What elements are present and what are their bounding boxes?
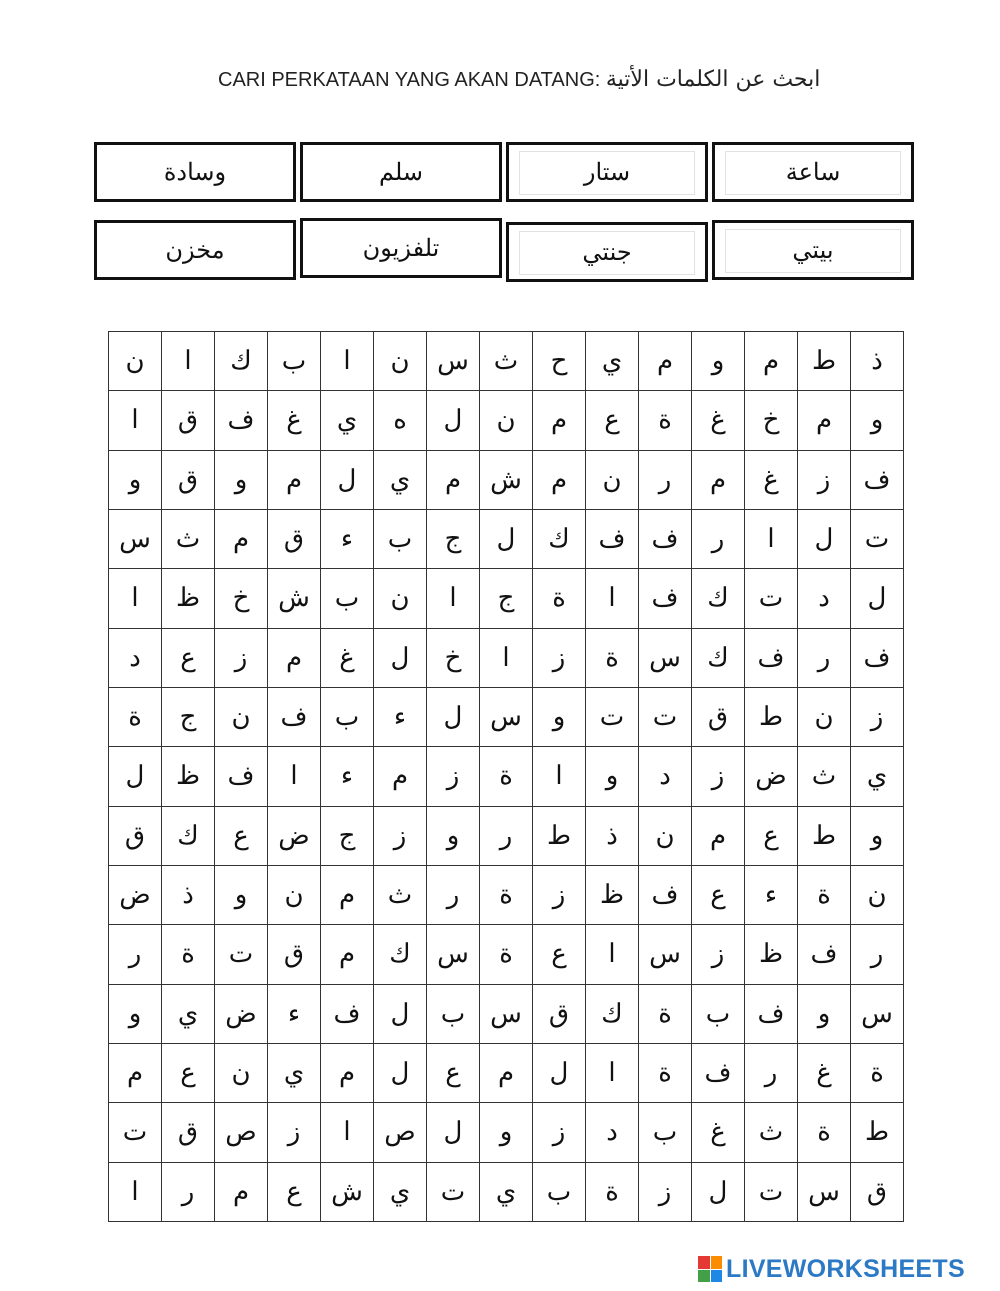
grid-cell[interactable]: م <box>321 1043 374 1102</box>
grid-cell[interactable]: د <box>639 747 692 806</box>
word-box[interactable]: ستار <box>506 142 708 202</box>
grid-cell[interactable]: و <box>427 806 480 865</box>
grid-cell[interactable]: ل <box>374 984 427 1043</box>
grid-cell[interactable]: ء <box>321 747 374 806</box>
grid-cell[interactable]: ج <box>427 509 480 568</box>
grid-cell[interactable]: ا <box>586 925 639 984</box>
grid-cell[interactable]: ز <box>427 747 480 806</box>
grid-cell[interactable]: م <box>427 450 480 509</box>
grid-row <box>109 806 904 865</box>
grid-cell[interactable]: ن <box>215 1043 268 1102</box>
grid-cell[interactable]: ك <box>692 628 745 687</box>
grid-cell[interactable]: ج <box>480 569 533 628</box>
grid-cell[interactable]: م <box>533 391 586 450</box>
grid-cell[interactable]: ة <box>798 1103 851 1162</box>
grid-cell[interactable]: ق <box>109 806 162 865</box>
grid-cell[interactable]: ل <box>692 1162 745 1221</box>
grid-cell[interactable]: ف <box>639 509 692 568</box>
grid-cell[interactable]: ا <box>745 509 798 568</box>
grid-cell[interactable]: ل <box>374 1043 427 1102</box>
grid-cell[interactable]: ع <box>533 925 586 984</box>
grid-cell[interactable]: س <box>851 984 904 1043</box>
grid-cell[interactable]: غ <box>692 1103 745 1162</box>
grid-cell[interactable]: ا <box>109 569 162 628</box>
grid-cell[interactable]: ع <box>215 806 268 865</box>
instruction-arabic: ابحث عن الكلمات الأتية <box>605 67 821 92</box>
grid-cell[interactable]: ر <box>639 450 692 509</box>
grid-cell[interactable]: ك <box>162 806 215 865</box>
grid-cell[interactable]: د <box>586 1103 639 1162</box>
word-list-table <box>94 142 918 284</box>
grid-cell[interactable]: ا <box>321 1103 374 1162</box>
grid-cell[interactable]: ء <box>321 509 374 568</box>
grid-cell[interactable]: ب <box>268 332 321 391</box>
grid-cell[interactable]: ز <box>692 925 745 984</box>
grid-cell[interactable]: ط <box>533 806 586 865</box>
grid-cell[interactable]: ت <box>745 569 798 628</box>
grid-row <box>109 1162 904 1221</box>
grid-cell[interactable]: ي <box>321 391 374 450</box>
grid-cell[interactable]: ة <box>480 747 533 806</box>
grid-cell[interactable]: ب <box>533 1162 586 1221</box>
grid-cell[interactable]: م <box>321 865 374 924</box>
grid-row <box>109 865 904 924</box>
word-box[interactable]: بيتي <box>712 220 914 280</box>
grid-cell[interactable]: ن <box>374 332 427 391</box>
grid-row <box>109 569 904 628</box>
grid-cell[interactable]: ع <box>162 628 215 687</box>
grid-cell[interactable]: ش <box>321 1162 374 1221</box>
grid-cell[interactable]: ش <box>268 569 321 628</box>
grid-cell[interactable]: ر <box>745 1043 798 1102</box>
instruction-malay: CARI PERKATAAN YANG AKAN DATANG: <box>218 69 601 91</box>
grid-cell[interactable]: ي <box>480 1162 533 1221</box>
grid-cell[interactable]: ز <box>533 865 586 924</box>
word-box[interactable]: جنتي <box>506 222 708 282</box>
grid-cell[interactable]: س <box>639 628 692 687</box>
grid-cell[interactable]: ق <box>692 687 745 746</box>
grid-cell[interactable]: ا <box>321 332 374 391</box>
grid-cell[interactable]: غ <box>692 391 745 450</box>
grid-cell[interactable]: م <box>268 628 321 687</box>
grid-cell[interactable]: ر <box>427 865 480 924</box>
grid-cell[interactable]: ط <box>798 806 851 865</box>
grid-cell[interactable]: ي <box>374 1162 427 1221</box>
word-box[interactable]: ساعة <box>712 142 914 202</box>
grid-cell[interactable]: ن <box>215 687 268 746</box>
grid-cell[interactable]: م <box>215 1162 268 1221</box>
grid-cell[interactable]: ف <box>798 925 851 984</box>
grid-cell[interactable]: ظ <box>162 747 215 806</box>
grid-cell[interactable]: ن <box>374 569 427 628</box>
grid-cell[interactable]: ب <box>321 569 374 628</box>
grid-cell[interactable]: ف <box>639 569 692 628</box>
grid-cell[interactable]: م <box>533 450 586 509</box>
grid-cell[interactable]: ك <box>215 332 268 391</box>
grid-cell[interactable]: ق <box>851 1162 904 1221</box>
grid-cell[interactable]: ج <box>162 687 215 746</box>
grid-cell[interactable]: ة <box>639 1043 692 1102</box>
grid-cell[interactable]: ث <box>798 747 851 806</box>
grid-cell[interactable]: ل <box>851 569 904 628</box>
grid-cell[interactable]: ط <box>745 687 798 746</box>
grid-cell[interactable]: ن <box>851 865 904 924</box>
grid-cell[interactable]: ء <box>268 984 321 1043</box>
grid-cell[interactable]: ن <box>268 865 321 924</box>
grid-cell[interactable]: ز <box>851 687 904 746</box>
grid-cell[interactable]: ض <box>109 865 162 924</box>
grid-cell[interactable]: ن <box>109 332 162 391</box>
grid-cell[interactable]: ا <box>268 747 321 806</box>
word-box[interactable]: وسادة <box>94 142 296 202</box>
liveworksheets-logo <box>698 1254 965 1284</box>
grid-cell[interactable]: ر <box>851 925 904 984</box>
grid-cell[interactable]: ف <box>321 984 374 1043</box>
grid-cell[interactable]: غ <box>321 628 374 687</box>
grid-cell[interactable]: د <box>798 569 851 628</box>
grid-cell[interactable]: ث <box>374 865 427 924</box>
grid-cell[interactable]: ق <box>162 450 215 509</box>
grid-cell[interactable]: خ <box>745 391 798 450</box>
grid-cell[interactable]: ف <box>215 747 268 806</box>
grid-cell[interactable]: ث <box>162 509 215 568</box>
grid-row <box>109 391 904 450</box>
grid-cell[interactable]: م <box>798 391 851 450</box>
grid-cell[interactable]: ض <box>745 747 798 806</box>
grid-cell[interactable]: ع <box>268 1162 321 1221</box>
word-box[interactable]: تلفزيون <box>300 218 502 278</box>
grid-cell[interactable]: ة <box>109 687 162 746</box>
grid-cell[interactable]: ت <box>215 925 268 984</box>
grid-cell[interactable]: ب <box>639 1103 692 1162</box>
grid-cell[interactable]: م <box>692 450 745 509</box>
grid-cell[interactable]: ا <box>586 569 639 628</box>
grid-cell[interactable]: ي <box>851 747 904 806</box>
grid-cell[interactable]: و <box>109 984 162 1043</box>
grid-cell[interactable]: ه <box>374 391 427 450</box>
grid-cell[interactable]: ض <box>215 984 268 1043</box>
grid-cell[interactable]: ط <box>851 1103 904 1162</box>
grid-cell[interactable]: ظ <box>745 925 798 984</box>
grid-cell[interactable]: ي <box>374 450 427 509</box>
grid-cell[interactable]: ظ <box>586 865 639 924</box>
grid-cell[interactable]: ذ <box>851 332 904 391</box>
grid-cell[interactable]: ن <box>639 806 692 865</box>
grid-cell[interactable]: س <box>639 925 692 984</box>
grid-cell[interactable]: ن <box>798 687 851 746</box>
grid-cell[interactable]: ق <box>268 509 321 568</box>
grid-cell[interactable]: ر <box>480 806 533 865</box>
grid-cell[interactable]: غ <box>798 1043 851 1102</box>
grid-cell[interactable]: و <box>851 391 904 450</box>
grid-cell[interactable]: ظ <box>162 569 215 628</box>
grid-row <box>109 687 904 746</box>
grid-cell[interactable]: ع <box>427 1043 480 1102</box>
grid-cell[interactable]: ر <box>692 509 745 568</box>
grid-cell[interactable]: ز <box>692 747 745 806</box>
grid-cell[interactable]: ت <box>427 1162 480 1221</box>
grid-cell[interactable]: س <box>427 332 480 391</box>
grid-cell[interactable]: س <box>480 687 533 746</box>
grid-cell[interactable]: ذ <box>586 806 639 865</box>
grid-cell[interactable]: ث <box>745 1103 798 1162</box>
grid-cell[interactable]: س <box>480 984 533 1043</box>
grid-cell[interactable]: ع <box>745 806 798 865</box>
grid-row <box>109 1103 904 1162</box>
grid-cell[interactable]: ا <box>480 628 533 687</box>
grid-cell[interactable]: ت <box>586 687 639 746</box>
grid-cell[interactable]: ل <box>427 391 480 450</box>
grid-cell[interactable]: ة <box>586 1162 639 1221</box>
grid-cell[interactable]: ذ <box>162 865 215 924</box>
grid-cell[interactable]: و <box>533 687 586 746</box>
grid-cell[interactable]: ة <box>639 391 692 450</box>
grid-cell[interactable]: ز <box>268 1103 321 1162</box>
grid-cell[interactable]: ف <box>851 628 904 687</box>
grid-cell[interactable]: ا <box>109 391 162 450</box>
grid-cell[interactable]: م <box>639 332 692 391</box>
grid-cell[interactable]: ة <box>798 865 851 924</box>
grid-cell[interactable]: ز <box>639 1162 692 1221</box>
grid-cell[interactable]: ص <box>215 1103 268 1162</box>
logo-badge-icon <box>698 1256 722 1282</box>
grid-cell[interactable]: ف <box>268 687 321 746</box>
grid-cell[interactable]: ب <box>427 984 480 1043</box>
grid-cell[interactable]: ة <box>480 925 533 984</box>
grid-cell[interactable]: م <box>109 1043 162 1102</box>
grid-cell[interactable]: و <box>215 450 268 509</box>
grid-cell[interactable]: ق <box>268 925 321 984</box>
grid-cell[interactable]: ز <box>533 1103 586 1162</box>
grid-cell[interactable]: ب <box>321 687 374 746</box>
grid-cell[interactable]: ة <box>639 984 692 1043</box>
grid-cell[interactable]: ل <box>533 1043 586 1102</box>
grid-row <box>109 1043 904 1102</box>
grid-cell[interactable]: ل <box>321 450 374 509</box>
grid-cell[interactable]: ا <box>586 1043 639 1102</box>
word-box[interactable]: سلم <box>300 142 502 202</box>
grid-cell[interactable]: ب <box>692 984 745 1043</box>
grid-cell[interactable]: ك <box>374 925 427 984</box>
word-box[interactable]: مخزن <box>94 220 296 280</box>
grid-cell[interactable]: و <box>215 865 268 924</box>
grid-cell[interactable]: ر <box>109 925 162 984</box>
grid-row <box>109 509 904 568</box>
grid-cell[interactable]: ز <box>374 806 427 865</box>
grid-row <box>109 747 904 806</box>
grid-cell[interactable]: ا <box>109 1162 162 1221</box>
grid-cell[interactable]: ت <box>639 687 692 746</box>
grid-cell[interactable]: ا <box>162 332 215 391</box>
grid-cell[interactable]: ر <box>798 628 851 687</box>
grid-cell[interactable]: ل <box>798 509 851 568</box>
grid-cell[interactable]: ا <box>533 747 586 806</box>
grid-cell[interactable]: ل <box>374 628 427 687</box>
grid-row <box>109 984 904 1043</box>
grid-cell[interactable]: ز <box>215 628 268 687</box>
grid-cell[interactable]: م <box>745 332 798 391</box>
grid-row <box>109 925 904 984</box>
grid-cell[interactable]: ء <box>374 687 427 746</box>
grid-cell[interactable]: ك <box>692 569 745 628</box>
grid-cell[interactable]: ز <box>533 628 586 687</box>
grid-cell[interactable]: خ <box>427 628 480 687</box>
logo-text: LIVEWORKSHEETS <box>726 1254 965 1283</box>
grid-cell[interactable]: ف <box>745 984 798 1043</box>
grid-cell[interactable]: ط <box>798 332 851 391</box>
grid-cell[interactable]: ض <box>268 806 321 865</box>
letter-grid <box>108 331 904 1222</box>
grid-cell[interactable]: ف <box>745 628 798 687</box>
grid-cell[interactable]: ع <box>162 1043 215 1102</box>
grid-cell[interactable]: ق <box>162 391 215 450</box>
grid-cell[interactable]: م <box>268 450 321 509</box>
grid-cell[interactable]: ي <box>162 984 215 1043</box>
grid-cell[interactable]: ث <box>480 332 533 391</box>
grid-cell[interactable]: ش <box>480 450 533 509</box>
grid-cell[interactable]: و <box>109 450 162 509</box>
grid-cell[interactable]: ص <box>374 1103 427 1162</box>
grid-cell[interactable]: ة <box>533 569 586 628</box>
grid-cell[interactable]: ف <box>851 450 904 509</box>
grid-cell[interactable]: غ <box>268 391 321 450</box>
grid-cell[interactable]: س <box>427 925 480 984</box>
grid-cell[interactable]: ك <box>586 984 639 1043</box>
grid-cell[interactable]: ك <box>533 509 586 568</box>
grid-cell[interactable]: ب <box>374 509 427 568</box>
grid-cell[interactable]: ع <box>586 391 639 450</box>
grid-cell[interactable]: غ <box>745 450 798 509</box>
grid-cell[interactable]: ي <box>586 332 639 391</box>
grid-cell[interactable]: ز <box>798 450 851 509</box>
grid-cell[interactable]: ف <box>692 1043 745 1102</box>
grid-cell[interactable]: ر <box>162 1162 215 1221</box>
grid-cell[interactable]: ق <box>162 1103 215 1162</box>
grid-cell[interactable]: ج <box>321 806 374 865</box>
grid-cell[interactable]: ت <box>109 1103 162 1162</box>
grid-cell[interactable]: ف <box>215 391 268 450</box>
grid-cell[interactable]: م <box>480 1043 533 1102</box>
grid-cell[interactable]: ع <box>692 865 745 924</box>
instruction-line <box>218 60 898 100</box>
grid-cell[interactable]: خ <box>215 569 268 628</box>
grid-cell[interactable]: ق <box>533 984 586 1043</box>
grid-cell[interactable]: م <box>321 925 374 984</box>
grid-cell[interactable]: ة <box>586 628 639 687</box>
grid-cell[interactable]: ي <box>268 1043 321 1102</box>
grid-cell[interactable]: ة <box>162 925 215 984</box>
grid-cell[interactable]: ن <box>586 450 639 509</box>
grid-cell[interactable]: ل <box>427 687 480 746</box>
grid-cell[interactable]: م <box>692 806 745 865</box>
grid-row <box>109 332 904 391</box>
grid-cell[interactable]: م <box>374 747 427 806</box>
grid-cell[interactable]: ن <box>480 391 533 450</box>
grid-cell[interactable]: ة <box>851 1043 904 1102</box>
grid-cell[interactable]: ل <box>109 747 162 806</box>
grid-cell[interactable]: ح <box>533 332 586 391</box>
grid-cell[interactable]: س <box>109 509 162 568</box>
grid-cell[interactable]: ت <box>745 1162 798 1221</box>
grid-cell[interactable]: ا <box>427 569 480 628</box>
grid-cell[interactable]: ء <box>745 865 798 924</box>
grid-cell[interactable]: ل <box>427 1103 480 1162</box>
grid-cell[interactable]: و <box>798 984 851 1043</box>
grid-cell[interactable]: و <box>692 332 745 391</box>
grid-row <box>109 450 904 509</box>
grid-cell[interactable]: م <box>215 509 268 568</box>
grid-cell[interactable]: و <box>586 747 639 806</box>
grid-cell[interactable]: د <box>109 628 162 687</box>
grid-cell[interactable]: ت <box>851 509 904 568</box>
grid-cell[interactable]: و <box>480 1103 533 1162</box>
grid-cell[interactable]: س <box>798 1162 851 1221</box>
grid-row <box>109 628 904 687</box>
grid-cell[interactable]: ف <box>586 509 639 568</box>
grid-cell[interactable]: ف <box>639 865 692 924</box>
grid-cell[interactable]: ل <box>480 509 533 568</box>
grid-cell[interactable]: و <box>851 806 904 865</box>
grid-cell[interactable]: ة <box>480 865 533 924</box>
